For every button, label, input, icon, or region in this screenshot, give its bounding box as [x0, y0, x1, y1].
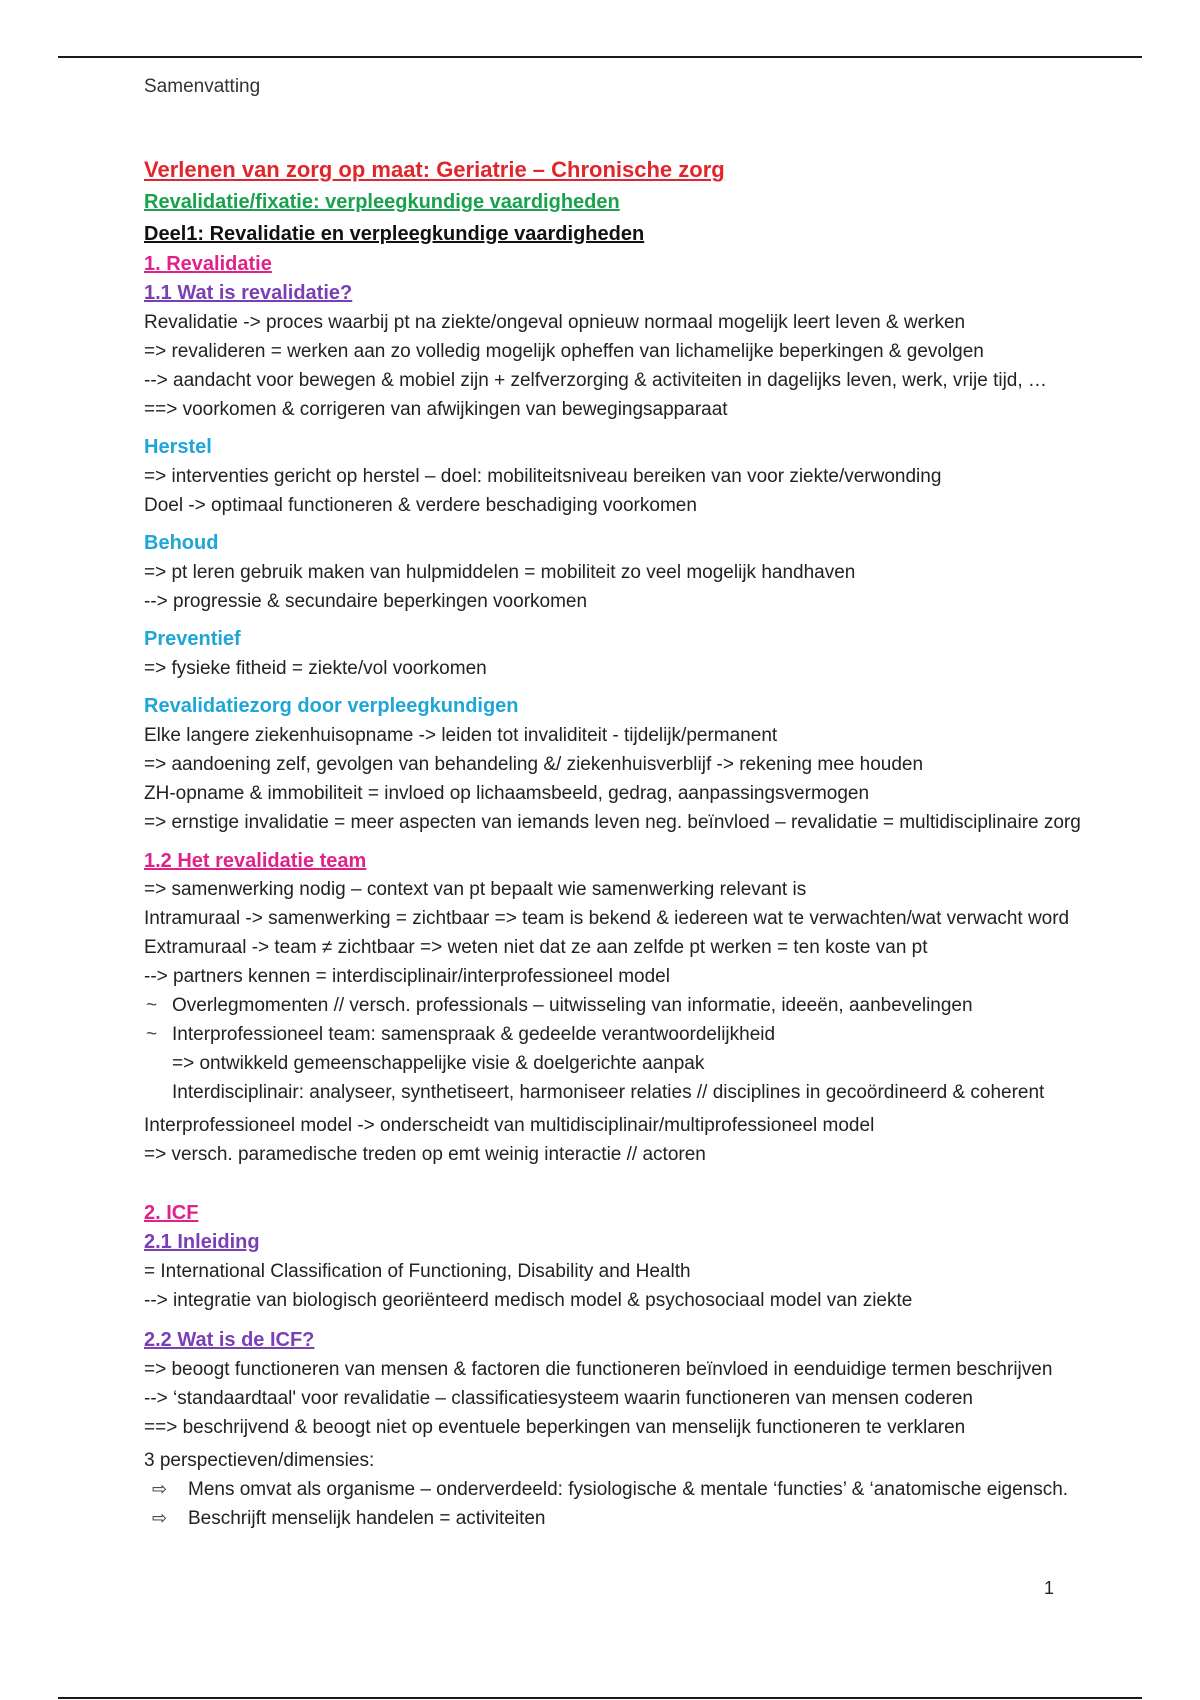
bullet-text: Overlegmomenten // versch. professionals – uitwisseling van informatie, ideeën, aanbevelingen — [172, 995, 973, 1016]
text-line: Revalidatie -> proces waarbij pt na ziekte/ongeval opnieuw normaal mogelijk leert leven & werken — [144, 312, 966, 333]
arrow-right-icon: ⇨ — [152, 1479, 168, 1499]
text-line: --> partners kennen = interdisciplinair/interprofessioneel model — [144, 966, 670, 987]
page-header: Samenvatting — [144, 76, 261, 97]
text-line: => aandoening zelf, gevolgen van behandeling &/ ziekenhuisverblijf -> rekening mee houden — [144, 754, 924, 775]
heading-behoud: Behoud — [144, 532, 219, 554]
document-page — [144, 66, 1144, 1533]
perspectives-intro: 3 perspectieven/dimensies: — [144, 1450, 375, 1471]
text-line: Interprofessioneel model -> onderscheidt van multidisciplinair/multiprofessioneel model — [144, 1115, 875, 1136]
text-line: Intramuraal -> samenwerking = zichtbaar => team is bekend & iedereen wat te verwachten/wat verwacht word — [144, 908, 1070, 929]
subsection-heading-1-2: 1.2 Het revalidatie team — [144, 850, 367, 872]
heading-herstel: Herstel — [144, 436, 212, 458]
text-line: Doel -> optimaal functioneren & verdere beschadiging voorkomen — [144, 495, 697, 516]
text-line: ZH-opname & immobiliteit = invloed op lichaamsbeeld, gedrag, aanpassingsvermogen — [144, 783, 870, 804]
text-line: => samenwerking nodig – context van pt bepaalt wie samenwerking relevant is — [144, 879, 807, 900]
text-line: => versch. paramedische treden op emt weinig interactie // actoren — [144, 1144, 706, 1165]
text-line: => pt leren gebruik maken van hulpmiddelen = mobiliteit zo veel mogelijk handhaven — [144, 562, 856, 583]
bullet-item — [144, 991, 1144, 1020]
arrow-list-item — [144, 1475, 1144, 1504]
top-rule — [58, 56, 1142, 58]
tilde-bullet-icon: ~ — [146, 995, 158, 1016]
text-line: Elke langere ziekenhuisopname -> leiden tot invaliditeit - tijdelijk/permanent — [144, 725, 778, 746]
text-line: => interventies gericht op herstel – doel: mobiliteitsniveau bereiken van voor ziekte/verwonding — [144, 466, 942, 487]
text-line: => ernstige invalidatie = meer aspecten van iemands leven neg. beïnvloed – revalidatie = multidisciplinaire zorg — [144, 812, 1081, 833]
heading-preventief: Preventief — [144, 628, 241, 650]
subsection-heading-2-2: 2.2 Wat is de ICF? — [144, 1329, 315, 1351]
heading-revalidatiezorg: Revalidatiezorg door verpleegkundigen — [144, 695, 519, 717]
section-heading-2: 2. ICF — [144, 1202, 199, 1224]
text-line: ==> voorkomen & corrigeren van afwijkingen van bewegingsapparaat — [144, 399, 728, 420]
bullet-text: Interprofessioneel team: samenspraak & gedeelde verantwoordelijkheid — [172, 1024, 776, 1045]
text-line: --> ‘standaardtaal' voor revalidatie – classificatiesysteem waarin functioneren van mensen coderen — [144, 1388, 973, 1409]
text-line: --> integratie van biologisch georiënteerd medisch model & psychosociaal model van ziekte — [144, 1290, 913, 1311]
arrow-list-text: Mens omvat als organisme – onderverdeeld: fysiologische & mentale ‘functies’ & ‘anatomische eigensch. — [188, 1479, 1069, 1500]
arrow-list-text: Beschrijft menselijk handelen = activiteiten — [188, 1508, 546, 1529]
subsection-heading-1-1: 1.1 Wat is revalidatie? — [144, 282, 353, 304]
text-line: --> aandacht voor bewegen & mobiel zijn + zelfverzorging & activiteiten in dagelijks leven, werk, vrije tijd, … — [144, 370, 1047, 391]
text-line: ==> beschrijvend & beoogt niet op eventuele beperkingen van menselijk functioneren te verklaren — [144, 1417, 966, 1438]
page-number: 1 — [1044, 1578, 1055, 1598]
document-title: Verlenen van zorg op maat: Geriatrie – Chronische zorg — [144, 157, 725, 182]
bottom-rule — [58, 1697, 1142, 1699]
bullet-item — [144, 1020, 1144, 1049]
indented-line: Interdisciplinair: analyseer, synthetiseert, harmoniseer relaties // disciplines in gecoördineerd & coherent — [172, 1082, 1045, 1103]
document-subtitle: Revalidatie/fixatie: verpleegkundige vaardigheden — [144, 191, 620, 213]
text-line: --> progressie & secundaire beperkingen voorkomen — [144, 591, 588, 612]
text-line: => beoogt functioneren van mensen & factoren die functioneren beïnvloed in eenduidige termen beschrijven — [144, 1359, 1053, 1380]
arrow-list-item — [144, 1504, 1144, 1533]
text-line: = International Classification of Functioning, Disability and Health — [144, 1261, 691, 1282]
text-line: Extramuraal -> team ≠ zichtbaar => weten niet dat ze aan zelfde pt werken = ten koste van pt — [144, 937, 928, 958]
section-heading-1: 1. Revalidatie — [144, 253, 272, 275]
tilde-bullet-icon: ~ — [146, 1024, 158, 1045]
indented-line: => ontwikkeld gemeenschappelijke visie & doelgerichte aanpak — [172, 1053, 705, 1074]
arrow-right-icon: ⇨ — [152, 1508, 168, 1528]
part-heading: Deel1: Revalidatie en verpleegkundige vaardigheden — [144, 223, 645, 245]
text-line: => fysieke fitheid = ziekte/vol voorkomen — [144, 658, 487, 679]
text-line: => revalideren = werken aan zo volledig mogelijk opheffen van lichamelijke beperkingen & gevolgen — [144, 341, 984, 362]
subsection-heading-2-1: 2.1 Inleiding — [144, 1231, 260, 1253]
